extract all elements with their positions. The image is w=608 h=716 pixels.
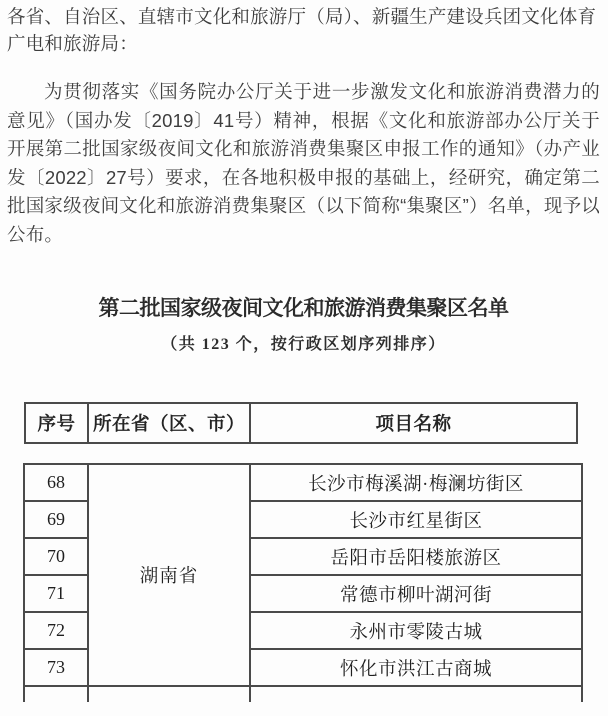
partial-next-row — [24, 686, 582, 702]
project-cell-empty — [250, 686, 582, 702]
header-row — [25, 403, 577, 443]
notice-paragraph: 为贯彻落实《国务院办公厅关于进一步激发文化和旅游消费潜力的意见》（国办发〔2019〕41号）精神，根据《文化和旅游部办公厅关于开展第二批国家级夜间文化和旅游消费集聚区申报工作的通知》（办产业发〔2022〕27号）要求，在各地积极申报的基础上，经研究，确定第二批国家级夜间文化和旅游消费集聚区（以下简称“集聚区”）名单，现予以公布。 — [7, 81, 600, 245]
project-cell: 长沙市红星街区 — [250, 501, 582, 538]
project-cell: 长沙市梅溪湖·梅澜坊街区 — [250, 464, 582, 501]
index-cell: 71 — [24, 575, 88, 612]
list-title: 第二批国家级夜间文化和旅游消费集聚区名单 — [98, 297, 509, 320]
project-cell: 永州市零陵古城 — [250, 612, 582, 649]
index-cell: 68 — [24, 464, 88, 501]
index-cell-empty — [24, 686, 88, 702]
list-subtitle: （共 123 个，按行政区划序列排序） — [161, 336, 446, 353]
table-row — [24, 464, 582, 501]
index-cell: 69 — [24, 501, 88, 538]
project-cell: 怀化市洪江古商城 — [250, 649, 582, 686]
header-cell-province: 所在省（区、市） — [88, 403, 250, 443]
index-cell: 72 — [24, 612, 88, 649]
province-cell-empty — [88, 686, 250, 702]
header-cell-index: 序号 — [25, 403, 88, 443]
index-cell: 70 — [24, 538, 88, 575]
province-cell: 湖南省 — [88, 464, 250, 686]
index-cell: 73 — [24, 649, 88, 686]
recipients-line: 各省、自治区、直辖市文化和旅游厅（局）、新疆生产建设兵团文化体育广电和旅游局： — [7, 6, 597, 54]
project-cell: 岳阳市岳阳楼旅游区 — [250, 538, 582, 575]
header-cell-project: 项目名称 — [250, 403, 577, 443]
project-cell: 常德市柳叶湖河街 — [250, 575, 582, 612]
roster-header-table — [24, 402, 578, 444]
roster-table — [23, 463, 583, 702]
